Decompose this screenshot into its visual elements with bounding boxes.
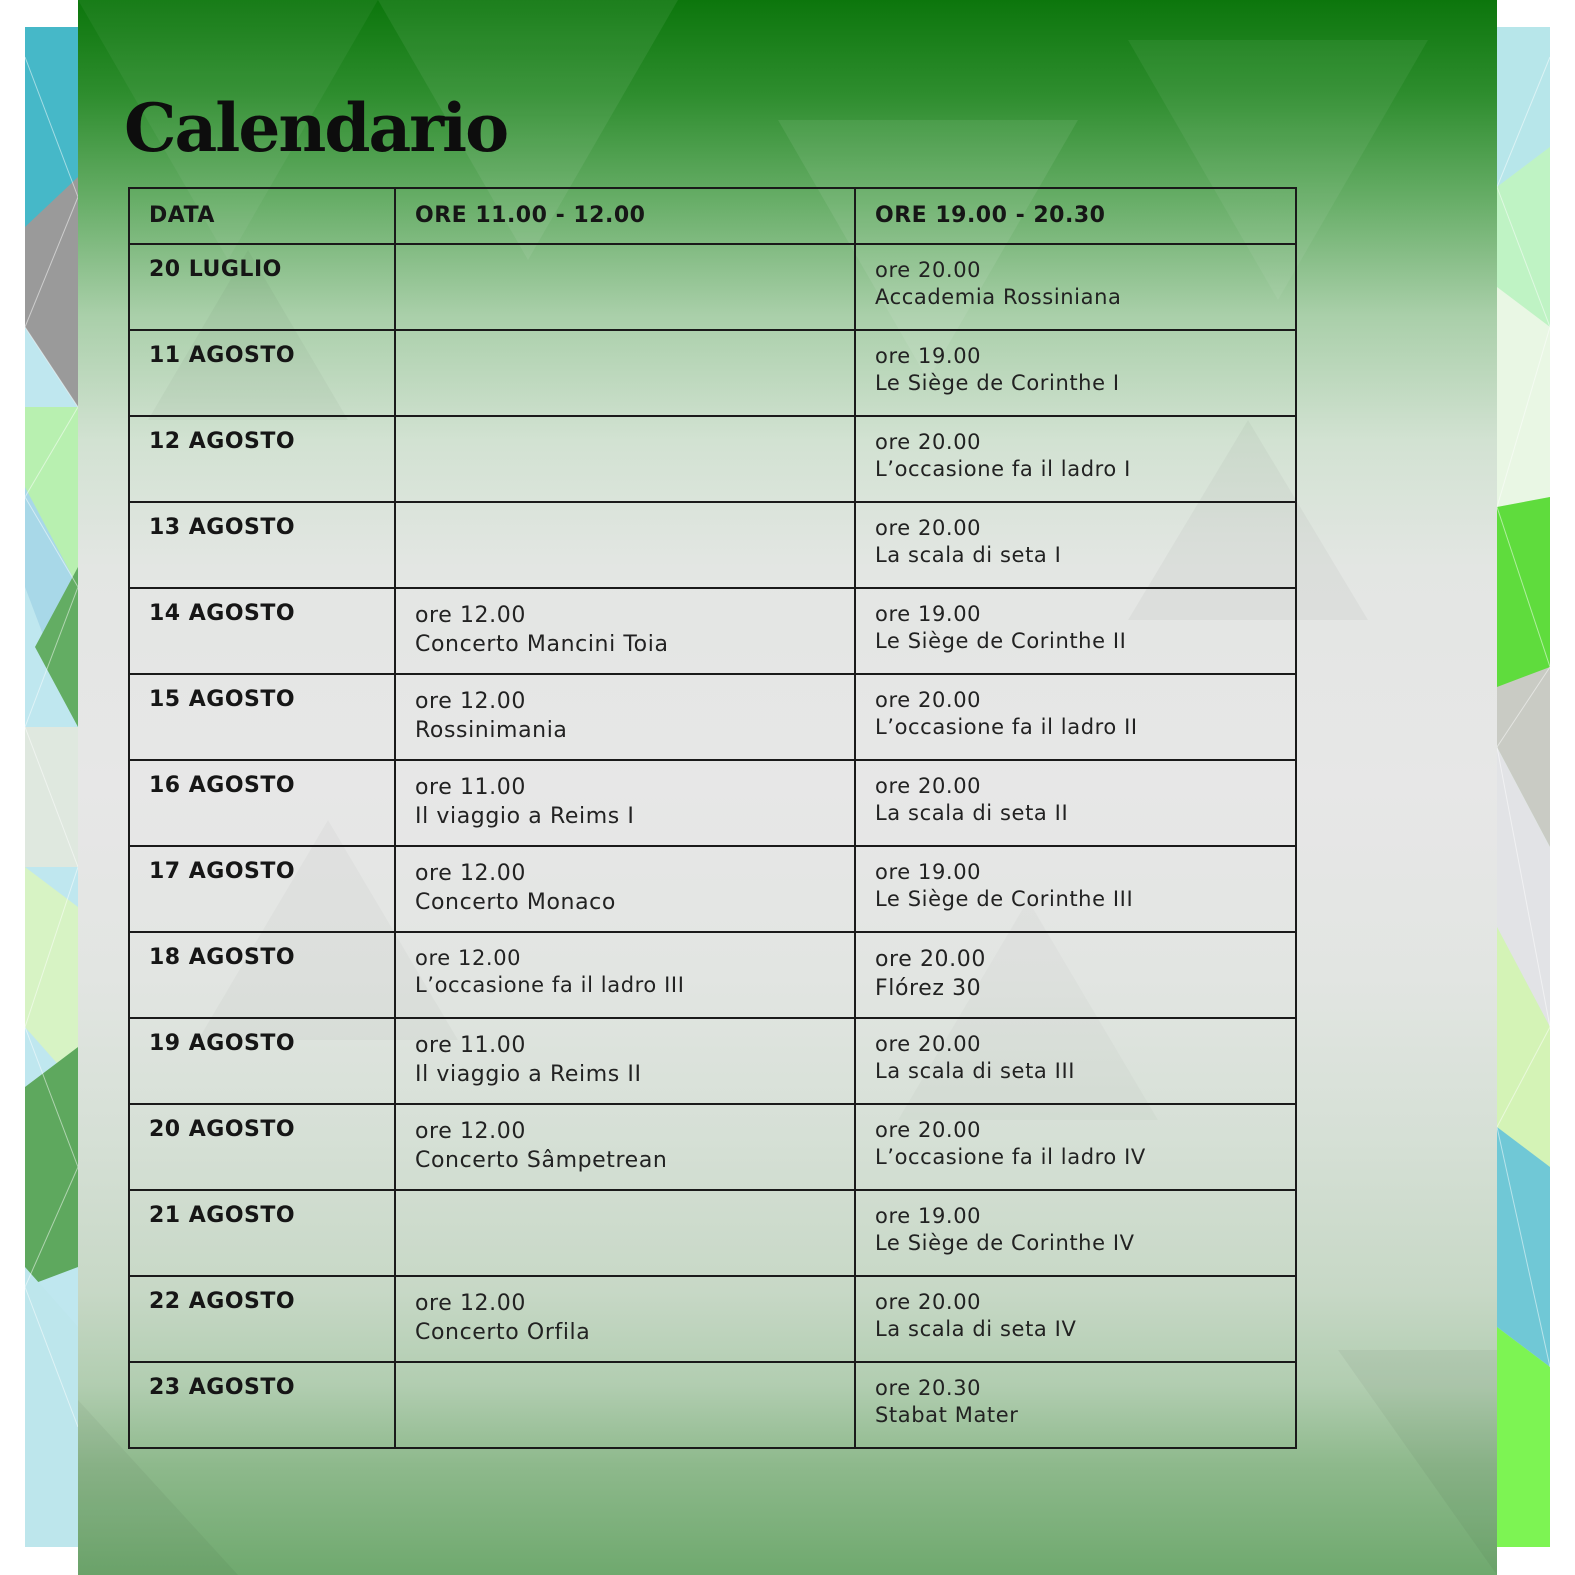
morning-time: ore 12.00	[415, 689, 526, 714]
evening-time: ore 20.00	[875, 688, 982, 712]
evening-cell	[855, 330, 1296, 416]
evening-event: Le Siège de Corinthe IV	[875, 1231, 1135, 1255]
left-decorative-strip	[25, 27, 78, 1547]
evening-event: L’occasione fa il ladro I	[875, 457, 1131, 481]
morning-event: L’occasione fa il ladro III	[415, 973, 685, 997]
header-morning-label: ORE 11.00 - 12.00	[415, 203, 646, 228]
morning-event: Il viaggio a Reims I	[415, 804, 635, 829]
evening-event: La scala di seta III	[875, 1059, 1076, 1083]
date-label: 22 AGOSTO	[149, 1289, 296, 1314]
evening-time: ore 19.00	[875, 344, 982, 368]
morning-cell	[395, 846, 855, 932]
date-label: 20 LUGLIO	[149, 257, 282, 282]
table-header-row	[129, 188, 1296, 244]
date-cell	[129, 1018, 395, 1104]
evening-time: ore 19.00	[875, 602, 982, 626]
date-label: 12 AGOSTO	[149, 429, 296, 454]
table-row	[129, 1104, 1296, 1190]
morning-event: Concerto Orfila	[415, 1320, 591, 1345]
evening-time: ore 20.00	[875, 1118, 982, 1142]
morning-cell	[395, 674, 855, 760]
date-label: 15 AGOSTO	[149, 687, 296, 712]
evening-time: ore 19.00	[875, 1204, 982, 1228]
date-cell	[129, 932, 395, 1018]
evening-time: ore 20.00	[875, 430, 982, 454]
morning-cell	[395, 1104, 855, 1190]
evening-cell	[855, 416, 1296, 502]
evening-time: ore 20.00	[875, 258, 982, 282]
date-cell	[129, 1190, 395, 1276]
evening-cell	[855, 1104, 1296, 1190]
date-cell	[129, 588, 395, 674]
calendar-table	[128, 187, 1297, 1449]
table-row	[129, 416, 1296, 502]
evening-cell	[855, 1190, 1296, 1276]
morning-time: ore 12.00	[415, 946, 522, 970]
date-label: 23 AGOSTO	[149, 1375, 296, 1400]
evening-cell	[855, 1362, 1296, 1448]
evening-cell	[855, 932, 1296, 1018]
morning-event: Concerto Mancini Toia	[415, 632, 669, 657]
table-row	[129, 1018, 1296, 1104]
table-row	[129, 846, 1296, 932]
table-row	[129, 588, 1296, 674]
evening-event: Le Siège de Corinthe II	[875, 629, 1127, 653]
morning-cell	[395, 502, 855, 588]
evening-cell	[855, 244, 1296, 330]
morning-cell	[395, 1018, 855, 1104]
date-cell	[129, 330, 395, 416]
table-row	[129, 1276, 1296, 1362]
page-title: Calendario	[124, 89, 508, 167]
date-cell	[129, 1104, 395, 1190]
morning-cell	[395, 244, 855, 330]
table-row	[129, 502, 1296, 588]
morning-cell	[395, 588, 855, 674]
morning-cell	[395, 932, 855, 1018]
morning-cell	[395, 416, 855, 502]
date-cell	[129, 1362, 395, 1448]
morning-time: ore 12.00	[415, 861, 526, 886]
table-row	[129, 760, 1296, 846]
table-row	[129, 244, 1296, 330]
date-label: 17 AGOSTO	[149, 859, 296, 884]
evening-event: Stabat Mater	[875, 1403, 1019, 1427]
morning-cell	[395, 1362, 855, 1448]
evening-cell	[855, 502, 1296, 588]
evening-cell	[855, 588, 1296, 674]
morning-cell	[395, 1190, 855, 1276]
morning-time: ore 12.00	[415, 1291, 526, 1316]
morning-cell	[395, 1276, 855, 1362]
evening-event: L’occasione fa il ladro II	[875, 715, 1138, 739]
evening-event: Flórez 30	[875, 976, 982, 1001]
column-header-date	[129, 188, 395, 244]
date-cell	[129, 846, 395, 932]
evening-cell	[855, 674, 1296, 760]
date-cell	[129, 1276, 395, 1362]
morning-event: Rossinimania	[415, 718, 568, 743]
column-header-morning	[395, 188, 855, 244]
evening-time: ore 20.30	[875, 1376, 982, 1400]
morning-event: Concerto Monaco	[415, 890, 616, 915]
evening-event: La scala di seta II	[875, 801, 1069, 825]
evening-cell	[855, 760, 1296, 846]
table-row	[129, 932, 1296, 1018]
morning-cell	[395, 760, 855, 846]
evening-event: Le Siège de Corinthe I	[875, 371, 1120, 395]
evening-event: Accademia Rossiniana	[875, 285, 1122, 309]
right-decorative-strip	[1497, 27, 1550, 1547]
table-row	[129, 1362, 1296, 1448]
evening-cell	[855, 1276, 1296, 1362]
evening-time: ore 20.00	[875, 774, 982, 798]
header-date-label: DATA	[149, 203, 215, 228]
evening-event: La scala di seta I	[875, 543, 1062, 567]
date-label: 14 AGOSTO	[149, 601, 296, 626]
evening-event: Le Siège de Corinthe III	[875, 887, 1134, 911]
evening-cell	[855, 1018, 1296, 1104]
date-cell	[129, 244, 395, 330]
morning-time: ore 12.00	[415, 603, 526, 628]
evening-event: La scala di seta IV	[875, 1317, 1077, 1341]
evening-time: ore 20.00	[875, 947, 986, 972]
morning-event: Il viaggio a Reims II	[415, 1062, 642, 1087]
table-row	[129, 1190, 1296, 1276]
evening-event: L’occasione fa il ladro IV	[875, 1145, 1146, 1169]
date-label: 13 AGOSTO	[149, 515, 296, 540]
evening-time: ore 20.00	[875, 1032, 982, 1056]
date-cell	[129, 674, 395, 760]
table-row	[129, 674, 1296, 760]
date-label: 19 AGOSTO	[149, 1031, 296, 1056]
date-label: 11 AGOSTO	[149, 343, 296, 368]
morning-time: ore 12.00	[415, 1119, 526, 1144]
date-cell	[129, 502, 395, 588]
morning-time: ore 11.00	[415, 775, 526, 800]
calendar-panel	[78, 0, 1497, 1575]
date-label: 21 AGOSTO	[149, 1203, 296, 1228]
date-label: 20 AGOSTO	[149, 1117, 296, 1142]
date-label: 16 AGOSTO	[149, 773, 296, 798]
evening-time: ore 20.00	[875, 516, 982, 540]
evening-time: ore 19.00	[875, 860, 982, 884]
evening-time: ore 20.00	[875, 1290, 982, 1314]
date-label: 18 AGOSTO	[149, 945, 296, 970]
evening-cell	[855, 846, 1296, 932]
date-cell	[129, 760, 395, 846]
morning-cell	[395, 330, 855, 416]
table-row	[129, 330, 1296, 416]
column-header-evening	[855, 188, 1296, 244]
morning-time: ore 11.00	[415, 1033, 526, 1058]
date-cell	[129, 416, 395, 502]
header-evening-label: ORE 19.00 - 20.30	[875, 203, 1106, 228]
morning-event: Concerto Sâmpetrean	[415, 1148, 668, 1173]
